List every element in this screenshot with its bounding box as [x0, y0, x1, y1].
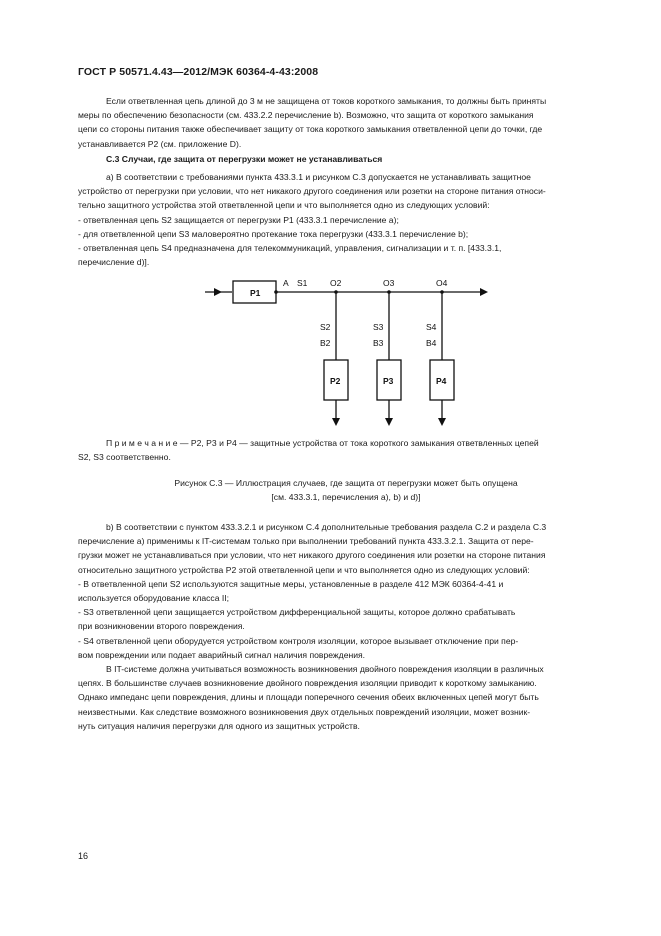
arrow-out-icon	[480, 288, 488, 296]
section-heading: С.3 Случаи, где защита от перегрузки может не устанавливаться	[106, 154, 383, 164]
label-o2: O2	[330, 278, 342, 288]
page-number: 16	[78, 851, 89, 861]
text-line: - В ответвленной цепи S2 используются защитные меры, установленные в разделе 412 МЭК 60364-4-41 и	[78, 578, 504, 589]
node-o3-dot	[387, 290, 391, 294]
text-line: П р и м е ч а н и е — P2, P3 и P4 — защитные устройства от тока короткого замыкания ответвленных цепей	[106, 438, 539, 448]
text-line: меры по обеспечению безопасности (см. 433.2.2 перечисление b). Возможно, что защита от короткого замыкания	[78, 110, 534, 121]
label-o3: O3	[383, 278, 395, 288]
label-p2: P2	[330, 376, 341, 386]
text-line: тельно защитного устройства этой ответвленной цепи и что выполняется одно из следующих условий:	[78, 200, 490, 211]
text-line: Если ответвленная цепь длиной до 3 м не защищена от токов короткого замыкания, то должны быть приняты	[106, 96, 547, 106]
figure-caption	[78, 476, 614, 504]
text-line: грузки может не устанавливаться при условии, что нет никакого другого соединения или розетки на стороне питания	[78, 550, 546, 561]
text-line: относительно защитного устройства P2 этой ответвленной цепи и что выполняется одно из следующих условий:	[78, 564, 530, 575]
label-s1: S1	[297, 278, 308, 288]
text-line: - для ответвленной цепи S3 маловероятно протекание тока перегрузки (433.3.1 перечисление b);	[78, 228, 469, 239]
text-line: неизвестными. Как следствие возможного возникновения двух отдельных повреждений изоляции, может возник-	[78, 706, 531, 717]
label-a: A	[283, 278, 289, 288]
node-o4-dot	[440, 290, 444, 294]
label-s3: S3	[373, 322, 384, 332]
text-line: - ответвленная цепь S2 защищается от перегрузки P1 (433.3.1 перечисление a);	[78, 214, 399, 225]
text-line: цепи со стороны питания также обеспечивает защиту от тока короткого замыкания ответвленной цепи до точки, где	[78, 124, 543, 135]
text-line: цепях. В большинстве случаев возникновение двойного повреждения изоляции приводит к короткому замыканию.	[78, 678, 537, 689]
document-header: ГОСТ Р 50571.4.43—2012/МЭК 60364-4-43:2008	[78, 66, 319, 78]
arrow-down-icon	[332, 418, 340, 426]
text-line: - S3 ответвленной цепи защищается устройством дифференциальной защиты, которое должно срабатывать	[78, 607, 516, 618]
text-line: вом повреждении или подает аварийный сигнал наличия повреждения.	[78, 649, 366, 660]
text-line: используется оборудование класса II;	[78, 593, 230, 604]
figure-note	[78, 436, 614, 464]
arrow-down-icon	[438, 418, 446, 426]
text-line: S2, S3 соответственно.	[78, 452, 171, 463]
label-p3: P3	[383, 376, 394, 386]
node-o2-dot	[334, 290, 338, 294]
text-line: перечисление d)].	[78, 257, 150, 268]
caption-line: [см. 433.3.1, перечисления a), b) и d)]	[271, 492, 421, 502]
label-s4: S4	[426, 322, 437, 332]
label-o4: O4	[436, 278, 448, 288]
text-line: b) В соответствии с пунктом 433.3.2.1 и рисунком С.4 дополнительные требования раздела С.2 и раздела С.3	[106, 522, 547, 532]
text-line: - ответвленная цепь S4 предназначена для телекоммуникаций, управления, сигнализации и т. п. [433.3.1,	[78, 243, 502, 254]
text-line: a) В соответствии с требованиями пункта 433.3.1 и рисунком С.3 допускается не устанавливать защитное	[106, 172, 531, 182]
node-a-dot	[274, 290, 278, 294]
text-line: при возникновении второго повреждения.	[78, 621, 245, 632]
text-line: Однако импеданс цепи повреждения, длины и площади поперечного сечения обеих включенных цепей могут быть	[78, 692, 539, 703]
text-line: - S4 ответвленной цепи оборудуется устройством контроля изоляции, которое вызывает отключение при пер-	[78, 635, 519, 646]
label-b3: B3	[373, 338, 384, 348]
label-b2: B2	[320, 338, 331, 348]
label-p1: P1	[250, 288, 261, 298]
label-b4: B4	[426, 338, 437, 348]
label-p4: P4	[436, 376, 447, 386]
paragraph-b	[78, 520, 614, 733]
text-line: В IT-системе должна учитываться возможность возникновения двойного повреждения изоляции в различных	[106, 664, 544, 675]
text-line: перечисление a) применимы к IT-системам только при выполнении требований пункта 433.3.2.1. Защита от пере-	[78, 536, 534, 547]
arrow-in-icon	[214, 288, 222, 296]
text-line: устанавливается P2 (см. приложение D).	[78, 138, 242, 149]
caption-line: Рисунок С.3 — Иллюстрация случаев, где защита от перегрузки может быть опущена	[174, 478, 518, 488]
text-line: устройство от перегрузки при условии, что нет никакого другого соединения или розетки на стороне питания относи-	[78, 186, 546, 197]
text-line: нуть ситуация наличия перегрузки для одного из защитных устройств.	[78, 720, 360, 731]
label-s2: S2	[320, 322, 331, 332]
arrow-down-icon	[385, 418, 393, 426]
